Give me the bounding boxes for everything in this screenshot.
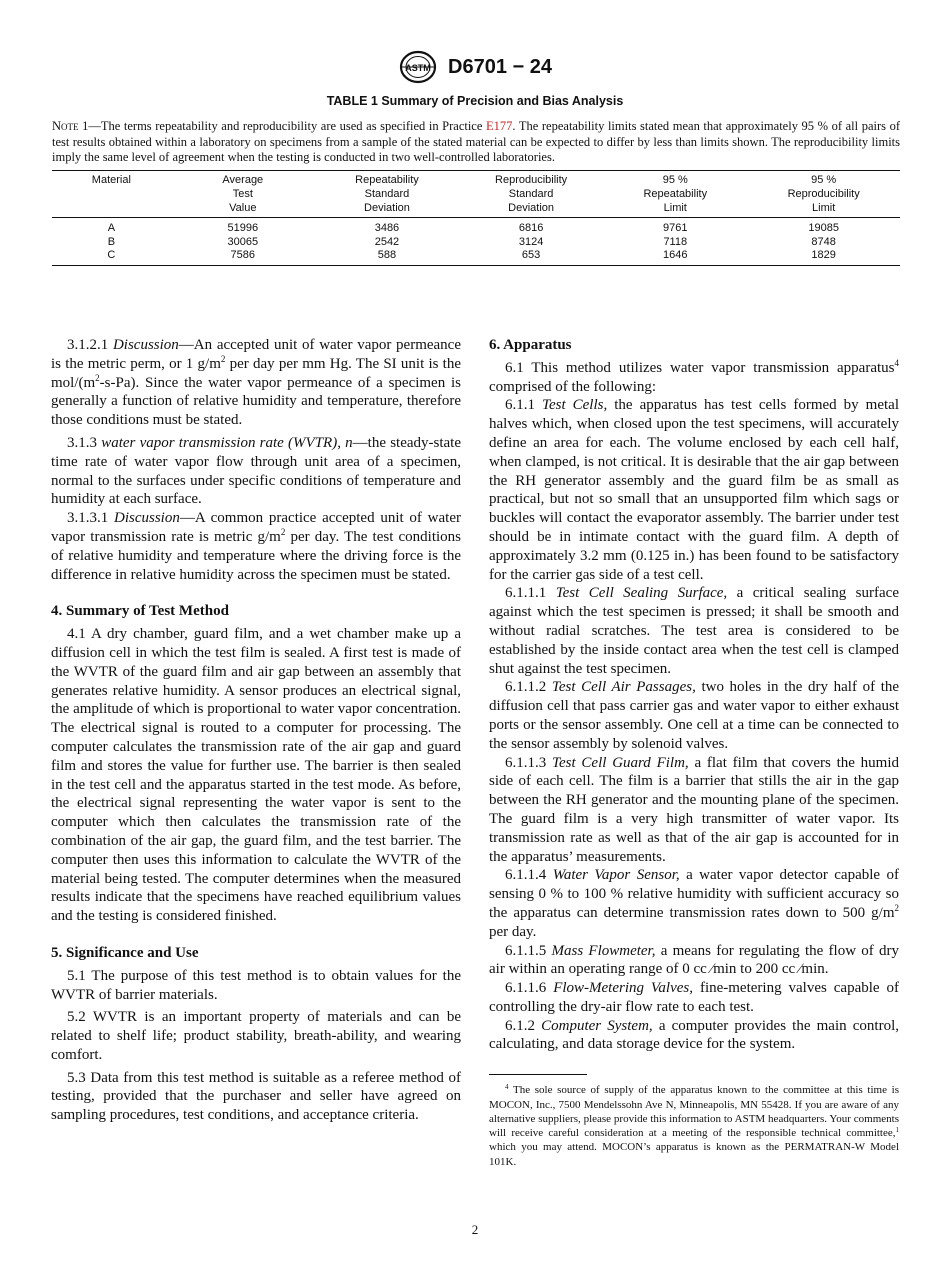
- table-row: C 7586 588 653 1646 1829: [107, 249, 836, 261]
- col-header-average: Average Test Value: [222, 174, 264, 214]
- para-6-1: 6.1 This method utilizes water vapor transmission apparatus$^4$ comprised of the following:: [489, 357, 899, 395]
- para-3-1-3: 3.1.3 water vapor transmission rate (WVTR), n—the steady-state time rate of water vapor flow through unit area of a specimen, normal to the surfaces under specific conditions of temperature and humidity at each surface.: [51, 434, 462, 508]
- para-6-1-1-1: 6.1.1.1 Test Cell Sealing Surface, a critical sealing surface against which the test specimen is pressed; it shall be smooth and without radial scratches. The test area is considered to be established by the inside contact area when the test cell is clamped shut against the test specimen.: [489, 585, 899, 677]
- section-6-heading: 6. Apparatus: [489, 337, 572, 353]
- note-label: Note 1: [52, 119, 89, 133]
- e177-link[interactable]: E177: [486, 119, 513, 133]
- col-header-repeatability-sd: Repeatability Standard Deviation: [355, 174, 419, 214]
- left-column: [51, 336, 461, 1125]
- col-header-repeatability-limit: 95 % Repeatability Limit: [643, 174, 708, 214]
- col-header-reproducibility-limit: 95 % Reproducibility Limit: [787, 174, 860, 214]
- para-6-1-1-6: 6.1.1.6 Flow-Metering Valves, fine-metering valves capable of controlling the dry-air flow rate to each test.: [489, 980, 899, 1015]
- document-header: [0, 50, 950, 84]
- para-5-3: 5.3 Data from this test method is suitable as a referee method of testing, provided that the purchaser and seller have agreed on sampling procedures, test conditions, and acceptance criteria.: [51, 1069, 461, 1124]
- designation: D6701 − 24: [448, 55, 552, 78]
- para-3-1-3-1: 3.1.3.1 Discussion—A common practice accepted unit of water vapor transmission rate is metric $g/m^2$ per day. The test conditions of relative humidity and temperature where the driving force is the difference in relative humidity across the specimen must be stated.: [51, 510, 461, 583]
- para-6-1-1: 6.1.1 Test Cells, the apparatus has test cells formed by metal halves which, when closed upon the test specimens, will accurately define an area for each. The volume enclosed by each cell half, when clamped, is not critical. It is desirable that the air gap between the RH generator assembly and the guard film be as small as practical, but not so small that an unsupported film which sags or buckles will contact the evaporator assembly. The barrier under test should be in intimate contact with the guard film. A depth of approximately 3.2 mm (0.125 in.) has been found to be satisfactory for the carrier gas side of a test cell.: [489, 397, 900, 583]
- para-6-1-1-2: 6.1.1.2 Test Cell Air Passages, two holes in the dry half of the diffusion cell that pass carrier gas and water vapor to either exhaust ports or the sensor assembly. One cell at a time can be connected to the sensor assembly by solenoid valves.: [489, 679, 900, 752]
- table-title: TABLE 1 Summary of Precision and Bias Analysis: [326, 94, 624, 108]
- para-3-1-2-1: 3.1.2.1 Discussion—An accepted unit of water vapor permeance is the metric perm, or 1 $g/m^2$ per day per mm Hg. The SI unit is the mol/$(m^2-s-Pa)$. Since the water vapor permeance of a specimen is generally a function of relative humidity and temperature, therefore those conditions must be stated.: [51, 337, 462, 429]
- page-number: 2: [471, 1222, 479, 1237]
- table-note: Note 1—The terms repeatability and reproducibility are used as specified in Practice E177. The repeatability limits stated mean that approximately 95 % of all pairs of test results obtained within a laboratory on specimens from a sample of the stated material can be expected to differ by less than limits shown. The reproducibility limits imply the same level of agreement when the testing is conducted in two well-controlled laboratories.: [52, 119, 900, 164]
- col-header-reproducibility-sd: Reproducibility Standard Deviation: [495, 174, 568, 214]
- footnote-divider: [489, 1074, 587, 1075]
- table-row: A 51996 3486 6816 9761 19085: [107, 222, 839, 234]
- right-column: [489, 336, 899, 1169]
- svg-text:ASTM: ASTM: [405, 63, 431, 73]
- para-6-1-2: 6.1.2 Computer System, a computer provides the main control, calculating, and data storage device for the system.: [489, 1017, 900, 1053]
- footnote-4: $^4$ The sole source of supply of the apparatus known to the committee at this time is MOCON, Inc., 7500 Mendelssohn Ave N, Minneapolis, MN 55428. If you are aware of any alternative suppliers, please provide this information to ASTM headquarters. Your comments will receive careful consideration at a meeting of the responsible technical committee,$^1$ which you may attend. MOCON’s apparatus is known as the PERMATRAN-W Model 101K.: [489, 1083, 899, 1168]
- table-row: B 30065 2542 3124 7118 8748: [107, 235, 836, 248]
- precision-table: [52, 170, 900, 266]
- para-5-1: 5.1 The purpose of this test method is to obtain values for the WVTR of barrier materials.: [51, 967, 461, 1003]
- para-5-2: 5.2 WVTR is an important property of materials and can be related to shelf life; product stability, breath-ability, and wearing comfort.: [51, 1009, 461, 1063]
- para-6-1-1-5: 6.1.1.5 Mass Flowmeter, a means for regulating the flow of dry air within an operating range of 0 cc ⁄min to 200 cc ⁄min.: [489, 942, 900, 978]
- para-6-1-1-4: 6.1.1.4 Water Vapor Sensor, a water vapor detector capable of sensing 0 % to 100 % relative humidity with sufficient accuracy so the apparatus can determine transmission rates down to 500 $g/m^2$ per day.: [489, 867, 900, 940]
- section-4-heading: 4. Summary of Test Method: [51, 603, 229, 620]
- section-5-heading: 5. Significance and Use: [51, 944, 199, 961]
- col-header-material: Material: [91, 174, 131, 186]
- para-4-1: 4.1 A dry chamber, guard film, and a wet chamber make up a diffusion cell in which the test film is sealed. A first test is made of the WVTR of the guard film and air gap between an assembly that generates relative humidity. A sensor produces an electrical signal, the amplitude of which is proportional to water vapor concentration. The electrical signal is routed to a computer for processing. The computer calculates the transmission rate of the air gap and guard film and stores the value for further use. The barrier is then sealed in the test cell and the apparatus started in the test mode. As before, the electrical signal representing the water vapor is sent to the computer which then calculates the transmission rate of the combination of the air gap, the guard film, and the test barrier. The computer then uses this information to calculate the WVTR of the material being tested. The computer determines when the measured results indicate that the specimens have reached equilibrium values and the testing is considered finished.: [51, 626, 461, 925]
- para-6-1-1-3: 6.1.1.3 Test Cell Guard Film, a flat film that covers the humid side of each cell. The film is a barrier that stills the air in the gap between the RH generator and the mounting plane of the specimen. The guard film is a very high transmitter of water vapor. Its transmission rate as well as that of the air gap is accounted for in the apparatus’ measurements.: [489, 754, 900, 865]
- astm-logo: [398, 50, 438, 84]
